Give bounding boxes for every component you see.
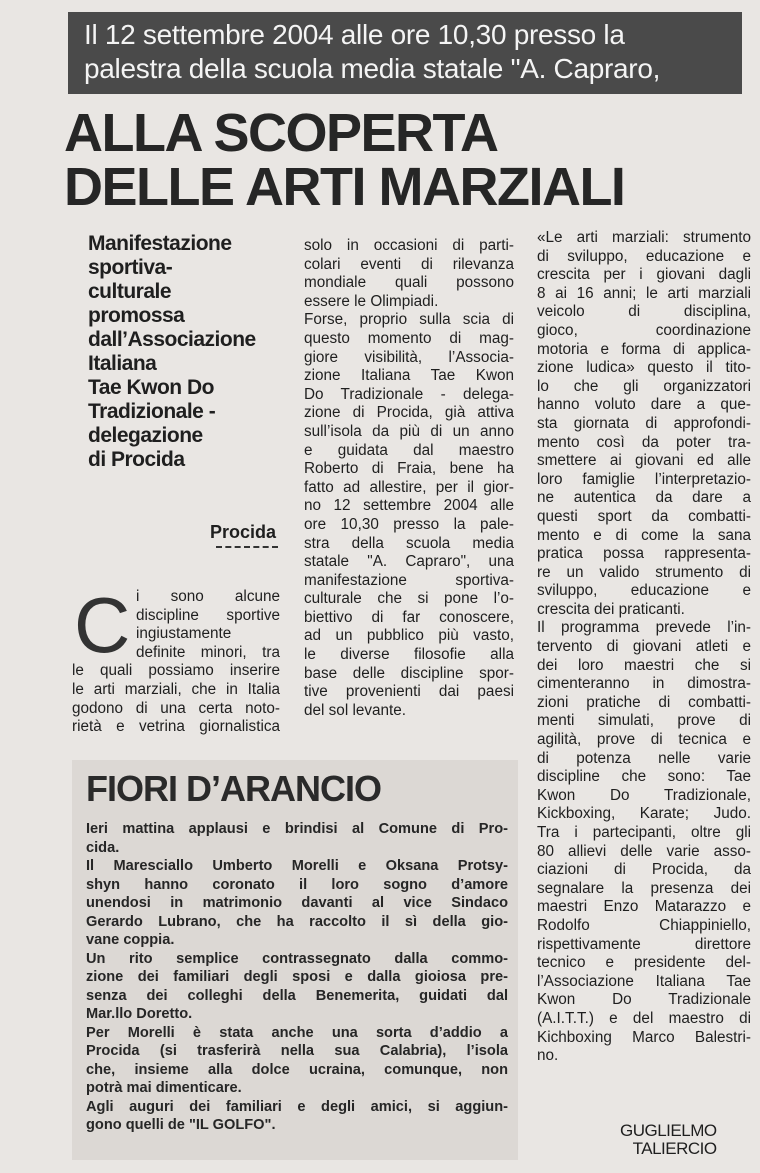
text-line: no 12 settembre 2004 alle xyxy=(304,497,514,515)
text-line: culturale che si pone l’o- xyxy=(304,590,514,608)
text-line: menti simulati, prove di xyxy=(537,712,751,730)
text-line: crescita per i giovani dagli xyxy=(537,266,751,284)
text-line: dei loro maestri che si xyxy=(537,656,751,674)
text-line: definite minori, tra xyxy=(136,643,280,661)
text-line: discipline sportive xyxy=(136,606,280,624)
text-line: tecnico e presidente del- xyxy=(537,954,751,972)
text-line: ciazioni di Procida, da xyxy=(537,861,751,879)
text-line: le quali possiamo inserire xyxy=(72,662,280,680)
banner-line-2: palestra della scuola media statale "A. Capraro, xyxy=(84,53,661,84)
box-line: unendosi in matrimonio davanti al vice Sindaco xyxy=(86,895,508,911)
text-line: discipline che sono: Tae xyxy=(537,768,751,786)
subhead-line: dall’Associazione xyxy=(88,328,256,351)
text-line: veicolo di disciplina, xyxy=(537,303,751,321)
text-line: ingiustamente xyxy=(136,625,232,643)
box-line: Procida (si trasferirà nella sua Calabria), l’isola xyxy=(86,1043,508,1059)
dateline-rule xyxy=(216,546,278,548)
text-line: questo momento di mag- xyxy=(304,329,514,347)
text-line: «Le arti marziali: strumento xyxy=(537,229,751,246)
box-line: Un rito semplice contrassegnato dalla commo- xyxy=(86,950,508,967)
box-text xyxy=(86,820,508,1135)
text-line: base delle discipline spor- xyxy=(304,664,514,682)
text-line: di sviluppo, educazione e xyxy=(537,247,751,265)
subheadline xyxy=(88,232,288,472)
column-1 xyxy=(72,581,280,737)
text-line: Kwon Do Tradizionale, xyxy=(537,786,751,804)
text-line: godono di una certa noto- xyxy=(72,699,280,717)
text-line: Do Tradizionale - delega- xyxy=(304,385,514,403)
text-line: motoria e forma di applica- xyxy=(537,340,751,358)
text-line: i sono alcune xyxy=(136,588,280,605)
text-line: essere le Olimpiadi. xyxy=(304,292,439,310)
text-line: pratica possa rappresenta- xyxy=(537,545,751,563)
subhead-line: sportiva- xyxy=(88,256,173,279)
text-line: tervento di giovani atleti e xyxy=(537,638,751,656)
top-banner xyxy=(68,12,742,94)
text-line: giore visibilità, l’Associa- xyxy=(304,348,514,366)
text-line: (A.I.T.T.) e del maestro di xyxy=(537,1009,751,1027)
box-line: cida. xyxy=(86,839,120,856)
text-line: mento e di come la sana xyxy=(537,526,751,544)
text-line: le diverse filosofie alla xyxy=(304,646,514,664)
text-line: gioco, coordinazione xyxy=(537,321,751,339)
text-line: Kickboxing, Karate; Judo. xyxy=(537,805,751,823)
column-3 xyxy=(537,229,751,1066)
text-line: sull’isola da più di un anno xyxy=(304,422,514,440)
text-line: sta giornata di approfondi- xyxy=(537,414,751,432)
box-line: potrà mai dimenticare. xyxy=(86,1080,242,1096)
text-line: biettivo di far conoscere, xyxy=(304,608,514,626)
text-line: rietà e vetrina giornalistica xyxy=(72,718,280,736)
text-line: hanno voluto dare a que- xyxy=(537,396,751,414)
text-line: re un valido strumento di xyxy=(537,563,751,581)
text-line: crescita dei praticanti. xyxy=(537,600,685,618)
box-line: Mar.llo Doretto. xyxy=(86,1006,193,1022)
text-line: zione ludica» questo il tito- xyxy=(537,359,751,377)
text-line: segnalare la presenza dei xyxy=(537,879,751,897)
text-line: zione Italiana Tae Kwon xyxy=(304,367,514,385)
text-line: mento così da poter tra- xyxy=(537,433,751,451)
text-line: no. xyxy=(537,1047,559,1065)
text-line: sviluppo, educazione e xyxy=(537,582,751,600)
text-line: lo che gli organizzatori xyxy=(537,377,751,395)
byline xyxy=(620,1122,717,1158)
box-line: zione dei familiari degli sposi e dalla gioiosa pre- xyxy=(86,969,508,985)
box-line: Il Maresciallo Umberto Morelli e Oksana Protsy- xyxy=(86,858,508,874)
box-line: shyn hanno coronato il loro sogno d’amore xyxy=(86,876,508,893)
text-line: Rodolfo Chiappiniello, xyxy=(537,916,751,934)
text-line: cimenteranno in dimostra- xyxy=(537,675,751,693)
text-line: tive provenienti dai paesi xyxy=(304,683,514,701)
drop-cap: C xyxy=(74,581,131,669)
box-title: FIORI D’ARANCIO xyxy=(86,768,381,809)
text-line: 8 ai 16 anni; le arti marziali xyxy=(537,284,751,302)
text-line: mondiale quali possono xyxy=(304,274,514,292)
column-2 xyxy=(304,237,514,720)
subhead-line: culturale xyxy=(88,280,172,303)
box-line: gono quelli de "IL GOLFO". xyxy=(86,1117,276,1133)
text-line: statale "A. Capraro", una xyxy=(304,553,514,571)
text-line: manifestazione sportiva- xyxy=(304,571,514,589)
box-line: vane coppia. xyxy=(86,932,175,948)
text-line: fatto ad allestire, per il gior- xyxy=(304,478,514,496)
text-line: Tra i partecipanti, oltre gli xyxy=(537,824,751,841)
subhead-line: di Procida xyxy=(88,448,185,471)
subhead-line: Italiana xyxy=(88,352,157,375)
text-line: Roberto di Fraia, bene ha xyxy=(304,460,514,478)
box-line: Ieri mattina applausi e brindisi al Comune di Pro- xyxy=(86,821,508,837)
subhead-line: Tradizionale - xyxy=(88,400,216,423)
subhead-line: Tae Kwon Do xyxy=(88,376,214,399)
text-line: smettere ai giovani ed alle xyxy=(537,452,751,470)
text-line: ore 10,30 presso la pale- xyxy=(304,515,514,533)
text-line: stra della scuola media xyxy=(304,534,514,552)
text-line: Il programma prevede l’in- xyxy=(537,619,751,637)
text-line: rispettivamente direttore xyxy=(537,935,751,953)
subhead-line: delegazione xyxy=(88,424,203,447)
text-line: l’Associazione Italiana Tae xyxy=(537,972,751,990)
box-line: Per Morelli è stata anche una sorta d’addio a xyxy=(86,1024,508,1041)
text-line: solo in occasioni di parti- xyxy=(304,237,514,254)
text-line: Kwon Do Tradizionale xyxy=(537,991,751,1009)
box-line: Agli auguri dei familiari e degli amici, si aggiun- xyxy=(86,1098,508,1115)
text-line: questi sport da combatti- xyxy=(537,507,751,525)
text-line: loro famiglie l’interpretazio- xyxy=(537,470,751,488)
text-line: agilità, prove di tecnica e xyxy=(537,731,751,749)
text-line: Forse, proprio sulla scia di xyxy=(304,311,514,329)
headline xyxy=(64,103,754,217)
box-line: senza dei colleghi della Benemerita, guidati dal xyxy=(86,987,508,1004)
text-line: Kichboxing Marco Balestri- xyxy=(537,1028,751,1046)
text-line: del sol levante. xyxy=(304,701,407,719)
text-line: zione di Procida, già attiva xyxy=(304,404,514,422)
text-line: le arti marziali, che in Italia xyxy=(72,680,280,698)
box-line: che, insieme alla dolce ucraina, comunque, non xyxy=(86,1061,508,1078)
text-line: di potenza nelle varie xyxy=(537,749,751,767)
headline-line-1: ALLA SCOPERTA xyxy=(64,103,498,163)
text-line: ne autentica da dare a xyxy=(537,489,751,507)
text-line: e guidata dal maestro xyxy=(304,441,514,459)
subhead-line: Manifestazione xyxy=(88,232,232,255)
text-line: maestri Enzo Matarazzo e xyxy=(537,898,751,916)
banner-line-1: Il 12 settembre 2004 alle ore 10,30 presso la xyxy=(84,19,625,50)
byline-first-name: GUGLIELMO xyxy=(620,1121,717,1140)
subhead-line: promossa xyxy=(88,304,185,327)
dateline: Procida xyxy=(210,522,277,542)
text-line: colari eventi di rilevanza xyxy=(304,255,514,273)
text-line: 80 allievi delle varie asso- xyxy=(537,842,751,860)
text-line: ad un pubblico più vasto, xyxy=(304,627,514,645)
box-line: Gerardo Lubrano, che ha raccolto il sì della gio- xyxy=(86,913,508,930)
headline-line-2: DELLE ARTI MARZIALI xyxy=(64,157,625,217)
text-line: zioni pratiche di combatti- xyxy=(537,693,751,711)
byline-last-name: TALIERCIO xyxy=(632,1139,717,1158)
